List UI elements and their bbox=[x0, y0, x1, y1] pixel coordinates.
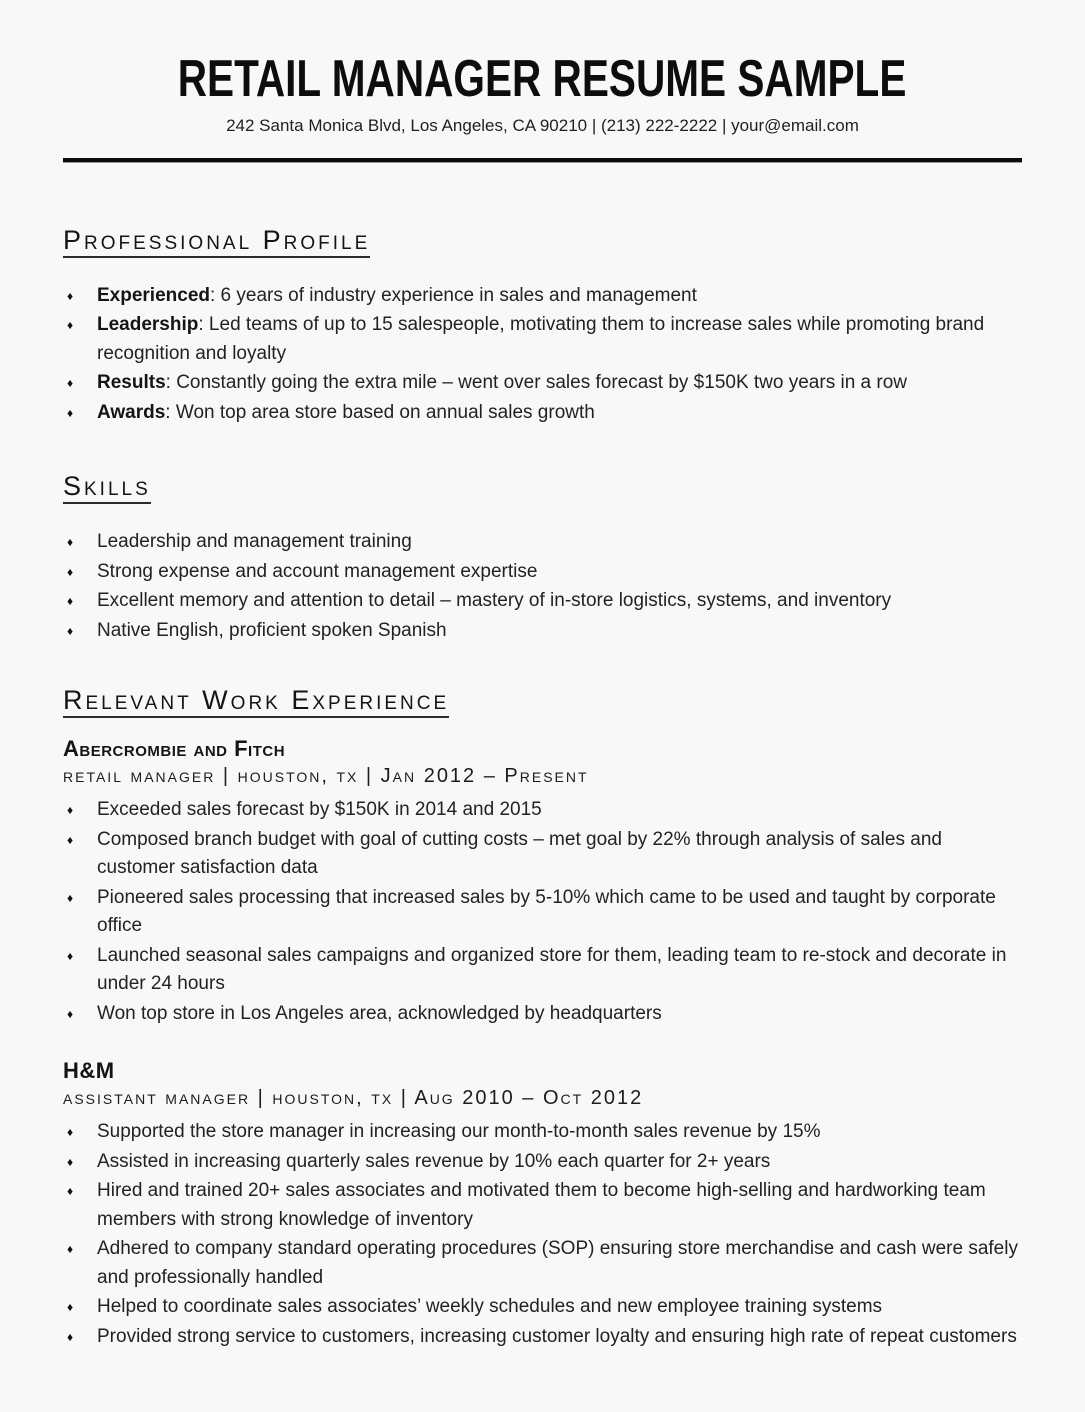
diamond-bullet-icon: ♦ bbox=[67, 623, 74, 638]
bullet-text: Hired and trained 20+ sales associates and motivated them to become high-selling and hardworking team members with strong knowledge of inventory bbox=[97, 1180, 986, 1230]
section-professional-profile bbox=[63, 225, 1022, 428]
list-item bbox=[63, 399, 1022, 428]
diamond-bullet-icon: ♦ bbox=[67, 535, 74, 550]
diamond-bullet-icon: ♦ bbox=[67, 1184, 74, 1199]
page-title: RETAIL MANAGER RESUME SAMPLE bbox=[178, 50, 907, 108]
list-item bbox=[63, 826, 1022, 883]
bullet-text: : Constantly going the extra mile – went over sales forecast by $150K two years in a row bbox=[165, 372, 908, 394]
bullet-text: Exceeded sales forecast by $150K in 2014 and 2015 bbox=[97, 799, 542, 821]
job-meta: retail manager | houston, tx | Jan 2012 – Present bbox=[63, 765, 589, 788]
list-item bbox=[63, 1293, 1022, 1322]
bullet-text: Won top store in Los Angeles area, acknowledged by headquarters bbox=[97, 1002, 662, 1024]
diamond-bullet-icon: ♦ bbox=[67, 1242, 74, 1257]
bullet-text: Supported the store manager in increasing our month-to-month sales revenue by 15% bbox=[97, 1121, 821, 1143]
section-skills bbox=[63, 471, 1022, 645]
diamond-bullet-icon: ♦ bbox=[67, 1300, 74, 1315]
section-heading-work-experience: Relevant Work Experience bbox=[63, 685, 1022, 716]
job-entry-hm bbox=[63, 1058, 1022, 1351]
diamond-bullet-icon: ♦ bbox=[67, 890, 74, 905]
list-item bbox=[63, 1148, 1022, 1177]
skills-bullet-list bbox=[63, 528, 1022, 645]
diamond-bullet-icon: ♦ bbox=[67, 288, 74, 303]
profile-bullet-list bbox=[63, 282, 1022, 428]
diamond-bullet-icon: ♦ bbox=[67, 564, 74, 579]
list-item bbox=[63, 282, 1022, 311]
job-meta: assistant manager | houston, tx | Aug 2010 – Oct 2012 bbox=[63, 1087, 644, 1110]
section-heading-skills: Skills bbox=[63, 471, 1022, 502]
list-item bbox=[63, 884, 1022, 941]
bullet-text: Excellent memory and attention to detail – mastery of in-store logistics, systems, and inventory bbox=[97, 590, 892, 612]
job-entry-abercrombie bbox=[63, 736, 1022, 1028]
diamond-bullet-icon: ♦ bbox=[67, 376, 74, 391]
header-divider bbox=[63, 158, 1022, 163]
list-item bbox=[63, 558, 1022, 587]
diamond-bullet-icon: ♦ bbox=[67, 405, 74, 420]
list-item bbox=[63, 942, 1022, 999]
bullet-text: : Won top area store based on annual sales growth bbox=[165, 401, 595, 423]
diamond-bullet-icon: ♦ bbox=[67, 948, 74, 963]
diamond-bullet-icon: ♦ bbox=[67, 1125, 74, 1140]
bullet-text: Leadership and management training bbox=[97, 531, 412, 553]
section-work-experience bbox=[63, 685, 1022, 1351]
company-name: H&M bbox=[63, 1058, 115, 1084]
section-heading-professional-profile: Professional Profile bbox=[63, 225, 1022, 256]
job-bullet-list bbox=[63, 1118, 1022, 1351]
bullet-text: Launched seasonal sales campaigns and organized store for them, leading team to re-stock and decorate in under 24 hours bbox=[97, 944, 1007, 995]
bullet-label: Leadership bbox=[97, 314, 199, 336]
bullet-text: Strong expense and account management expertise bbox=[97, 560, 538, 582]
list-item bbox=[63, 1235, 1022, 1292]
list-item bbox=[63, 311, 1022, 368]
bullet-text: Assisted in increasing quarterly sales revenue by 10% each quarter for 2+ years bbox=[97, 1150, 771, 1172]
list-item bbox=[63, 1177, 1022, 1234]
list-item bbox=[63, 1323, 1022, 1352]
diamond-bullet-icon: ♦ bbox=[67, 803, 74, 818]
list-item bbox=[63, 369, 1022, 398]
bullet-text: Helped to coordinate sales associates’ weekly schedules and new employee training systems bbox=[97, 1296, 883, 1318]
list-item bbox=[63, 587, 1022, 616]
bullet-text: Adhered to company standard operating procedures (SOP) ensuring store merchandise and cash were safely and professionally handled bbox=[97, 1238, 1018, 1288]
bullet-label: Results bbox=[97, 372, 166, 394]
company-name: Abercrombie and Fitch bbox=[63, 736, 286, 762]
diamond-bullet-icon: ♦ bbox=[67, 832, 74, 847]
bullet-text: Composed branch budget with goal of cutting costs – met goal by 22% through analysis of sales and customer satisfaction data bbox=[97, 828, 942, 879]
list-item bbox=[63, 528, 1022, 557]
bullet-text: : Led teams of up to 15 salespeople, motivating them to increase sales while promoting brand recognition and loyalty bbox=[97, 314, 985, 364]
bullet-label: Awards bbox=[97, 401, 166, 423]
bullet-text: : 6 years of industry experience in sales and management bbox=[210, 284, 697, 306]
diamond-bullet-icon: ♦ bbox=[67, 318, 74, 333]
diamond-bullet-icon: ♦ bbox=[67, 1006, 74, 1021]
job-bullet-list bbox=[63, 796, 1022, 1028]
contact-line: 242 Santa Monica Blvd, Los Angeles, CA 90210 | (213) 222-2222 | your@email.com bbox=[226, 115, 859, 135]
list-item bbox=[63, 796, 1022, 825]
bullet-text: Provided strong service to customers, increasing customer loyalty and ensuring high rate of repeat customers bbox=[97, 1325, 1017, 1347]
list-item bbox=[63, 617, 1022, 646]
diamond-bullet-icon: ♦ bbox=[67, 594, 74, 609]
resume-header bbox=[63, 50, 1022, 163]
bullet-text: Native English, proficient spoken Spanish bbox=[97, 619, 447, 641]
diamond-bullet-icon: ♦ bbox=[67, 1329, 74, 1344]
list-item bbox=[63, 1118, 1022, 1147]
diamond-bullet-icon: ♦ bbox=[67, 1154, 74, 1169]
bullet-text: Pioneered sales processing that increased sales by 5-10% which came to be used and taught by corporate office bbox=[97, 886, 996, 937]
list-item bbox=[63, 1000, 1022, 1029]
bullet-label: Experienced bbox=[97, 284, 210, 306]
